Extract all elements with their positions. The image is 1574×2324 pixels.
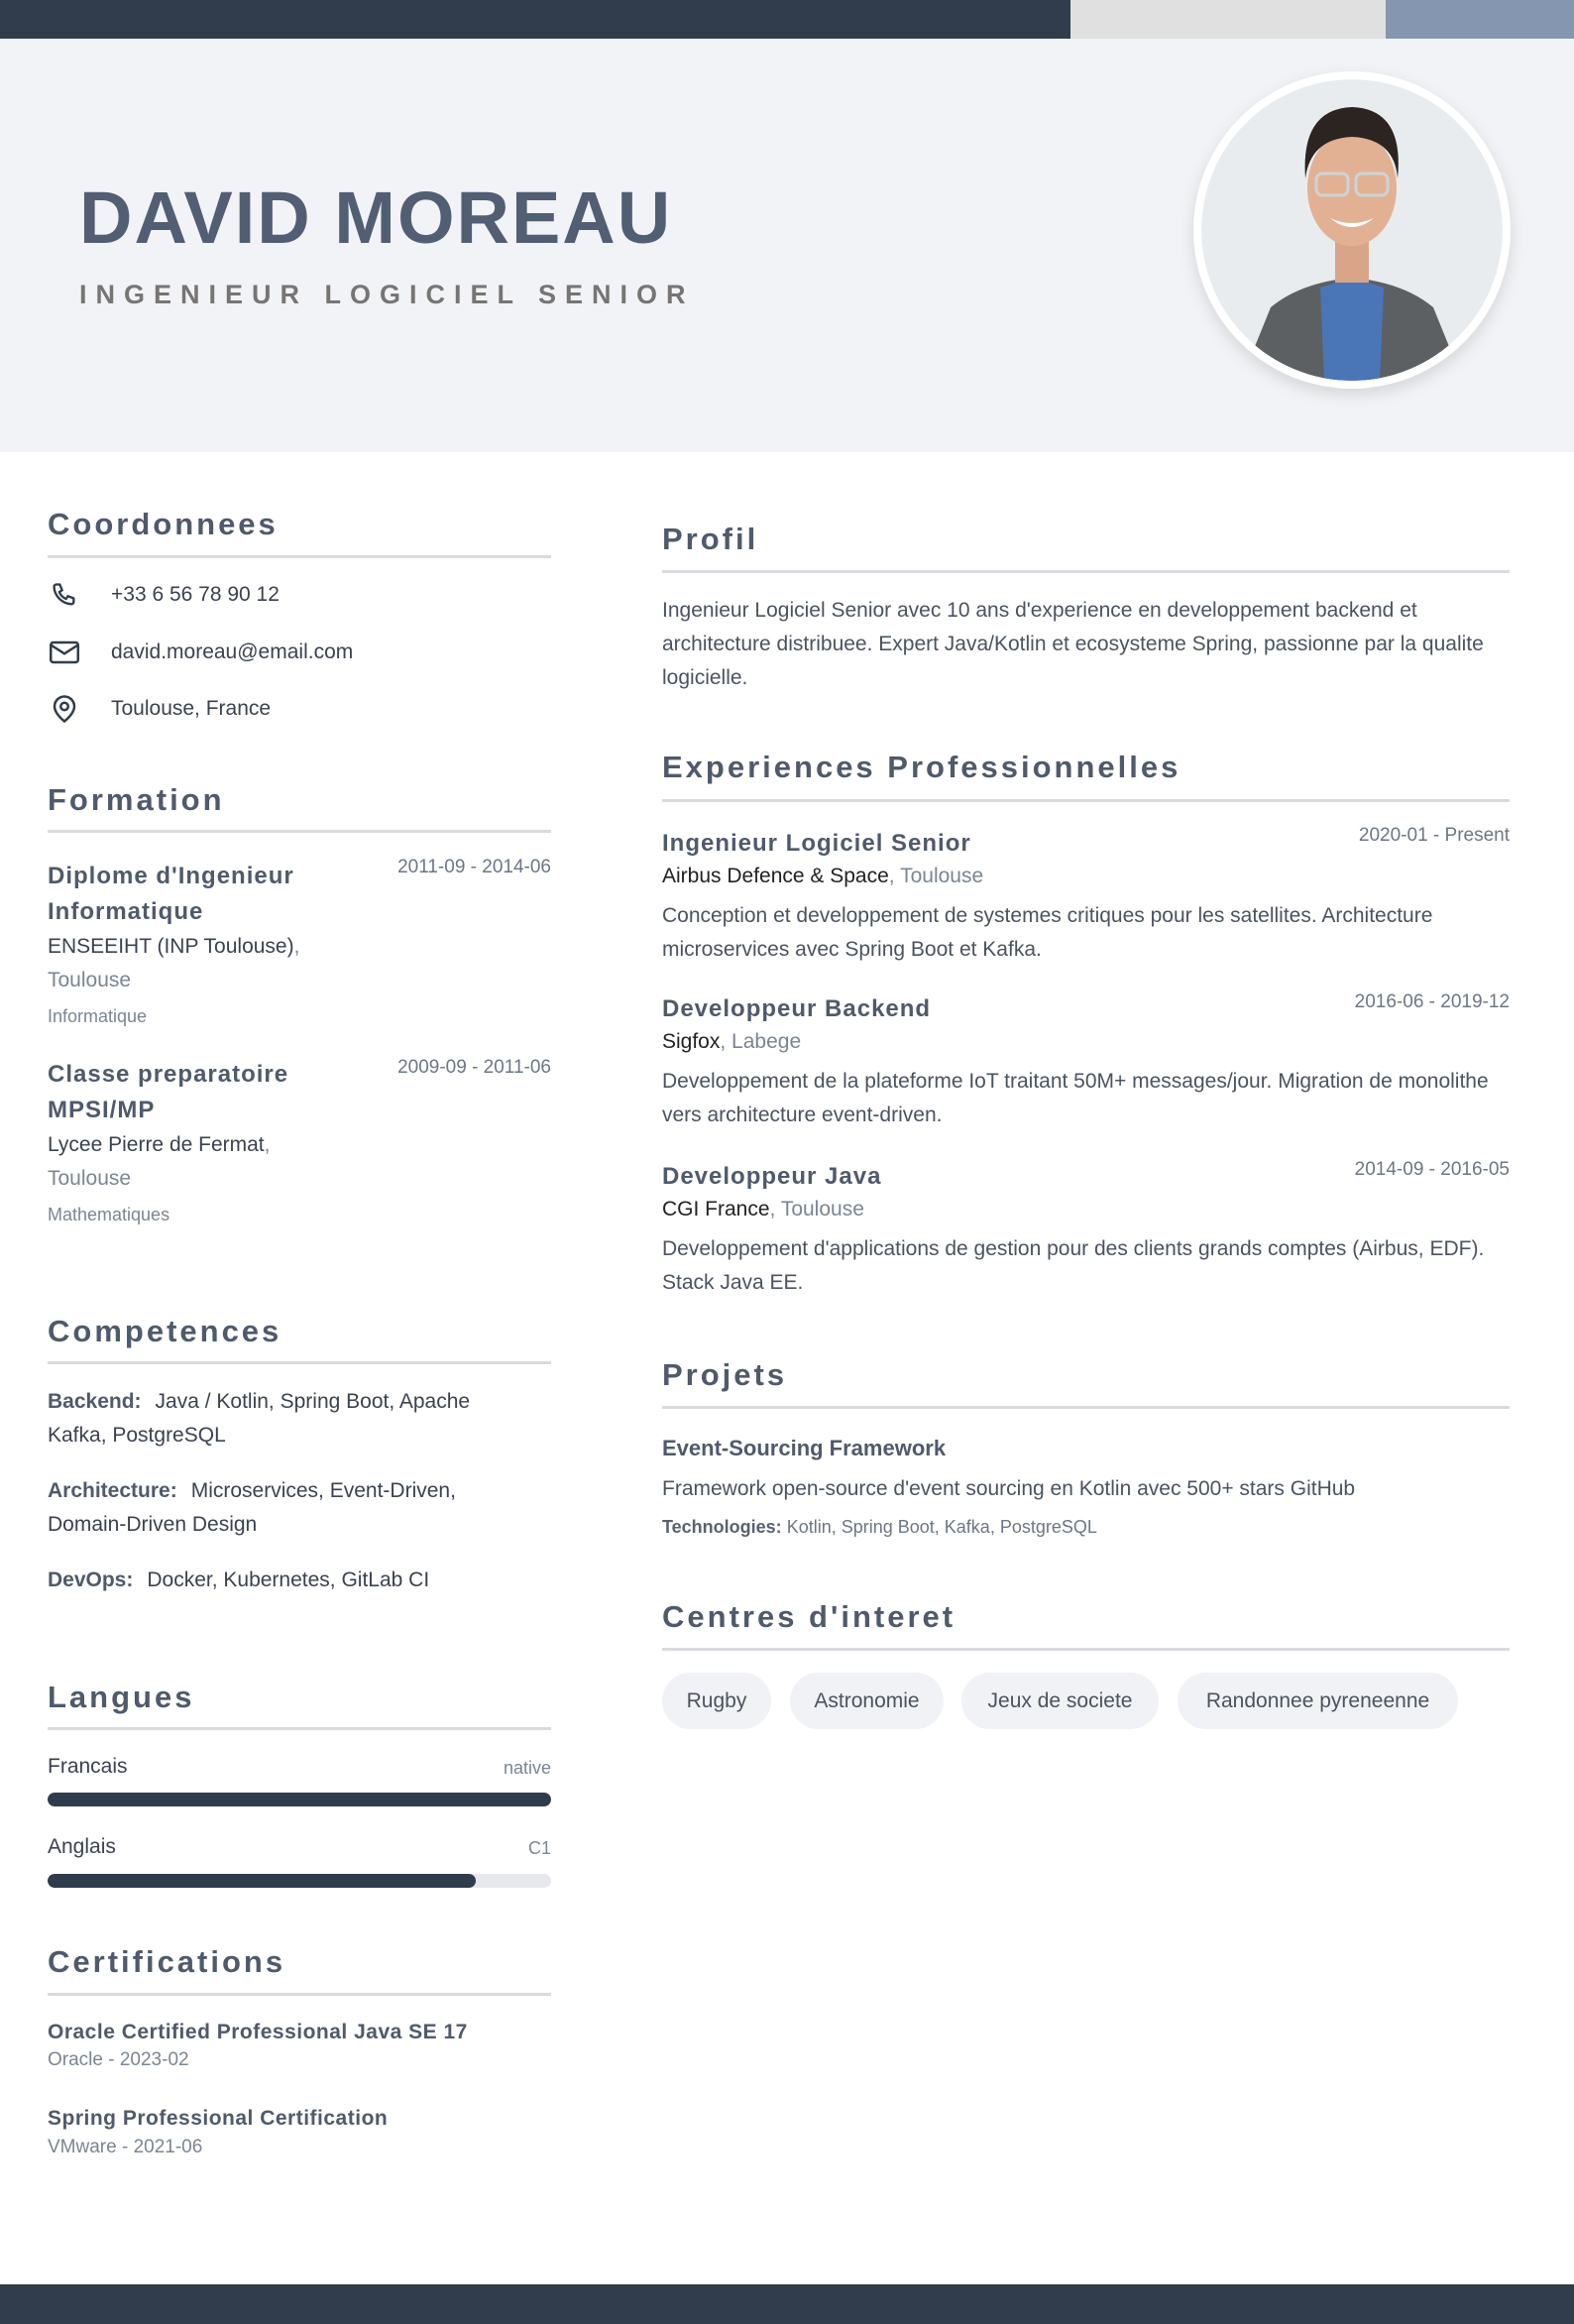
experience-location: Toulouse (900, 865, 984, 887)
experience-item: 2020-01 - Present Ingenieur Logiciel Senior Airbus Defence & Space, Toulouse Conception et developpement de systemes critiques pour les satellites. Architecture microservices avec Spring Boot et Kafka. (662, 826, 1510, 967)
skill-value: Microservices, Event-Driven, Domain-Driven Design (48, 1479, 456, 1536)
interests-heading: Centres d'interet (662, 1599, 956, 1634)
candidate-name: DAVID MOREAU (79, 176, 673, 259)
experience-company: CGI France (662, 1198, 770, 1220)
project-tech (662, 1517, 1510, 1538)
education-dates: 2011-09 - 2014-06 (397, 857, 551, 877)
divider (48, 555, 551, 558)
education-institution: ENSEEIHT (INP Toulouse) (48, 935, 294, 958)
divider (48, 830, 551, 833)
experience-dates: 2020-01 - Present (1358, 825, 1510, 846)
profile-photo (1193, 71, 1511, 389)
education-title: Classe preparatoire MPSI/MP (48, 1061, 289, 1123)
certifications-heading: Certifications (48, 1944, 286, 1979)
location-pin-icon (50, 694, 79, 724)
certification-meta: VMware - 2021-06 (48, 2137, 203, 2157)
skill-value: Docker, Kubernetes, GitLab CI (147, 1569, 430, 1591)
top-bar-dark (0, 0, 1070, 39)
divider (48, 1727, 551, 1730)
languages-heading: Langues (48, 1680, 195, 1714)
skills-heading: Competences (48, 1314, 282, 1348)
phone-icon (50, 581, 79, 609)
experience-dates: 2014-09 - 2016-05 (1354, 1159, 1510, 1180)
experience-description: Developpement de la plateforme IoT traitant 50M+ messages/jour. Migration de monolithe vers architecture event-driven. (662, 1070, 1489, 1126)
project-title: Event-Sourcing Framework (662, 1436, 947, 1460)
project-tech-label: Technologies: (662, 1517, 782, 1537)
projects-heading: Projets (662, 1357, 788, 1392)
experience-heading: Experiences Professionnelles (662, 750, 1181, 784)
language-level: native (503, 1758, 551, 1778)
skill-row (48, 1474, 513, 1542)
education-item: 2009-09 - 2011-06 Classe preparatoire MPSI/MP Lycee Pierre de Fermat, Toulouse Mathematiques (48, 1057, 551, 1233)
interest-chip: Randonnee pyreneenne (1178, 1673, 1458, 1729)
divider (662, 1406, 1510, 1409)
skill-label: Backend: (48, 1390, 142, 1413)
skill-row (48, 1564, 513, 1597)
experience-location: Labege (731, 1030, 802, 1053)
experience-title: Developpeur Java (662, 1163, 882, 1190)
phone-text: +33 6 56 78 90 12 (111, 583, 280, 606)
skill-label: Architecture: (48, 1479, 177, 1502)
top-bar-accent (1386, 0, 1574, 39)
project-description: Framework open-source d'event sourcing en Kotlin avec 500+ stars GitHub (662, 1477, 1356, 1500)
education-field: Mathematiques (48, 1205, 170, 1224)
location-text: Toulouse, France (111, 697, 272, 720)
language-bar (48, 1874, 551, 1888)
skill-value: Java / Kotlin, Spring Boot, Apache Kafka, PostgreSQL (48, 1390, 471, 1447)
experience-location: Toulouse (780, 1198, 864, 1220)
education-item: 2011-09 - 2014-06 Diplome d'Ingenieur Informatique ENSEEIHT (INP Toulouse), Toulouse Informatique (48, 859, 551, 1035)
experience-company: Sigfox (662, 1030, 721, 1053)
certification-title: Oracle Certified Professional Java SE 17 (48, 2021, 468, 2043)
experience-item: 2016-06 - 2019-12 Developpeur Backend Sigfox, Labege Developpement de la plateforme IoT traitant 50M+ messages/jour. Migration de monolithe vers architecture event-driven. (662, 991, 1510, 1132)
divider (662, 570, 1510, 573)
interest-chip: Jeux de societe (961, 1673, 1159, 1729)
experience-title: Ingenieur Logiciel Senior (662, 830, 971, 857)
language-level: C1 (527, 1838, 551, 1858)
experience-description: Developpement d'applications de gestion pour des clients grands comptes (Airbus, EDF). Stack Java EE. (662, 1237, 1485, 1294)
divider (48, 1361, 551, 1364)
education-institution: Lycee Pierre de Fermat (48, 1133, 265, 1156)
experience-company: Airbus Defence & Space (662, 865, 889, 887)
language-bar-fill (48, 1793, 551, 1806)
footer-bar (0, 2284, 1574, 2324)
experience-dates: 2016-06 - 2019-12 (1354, 991, 1510, 1012)
email-text: david.moreau@email.com (111, 640, 354, 663)
education-dates: 2009-09 - 2011-06 (397, 1057, 551, 1078)
skill-row (48, 1385, 513, 1452)
language-bar-fill (48, 1874, 476, 1888)
interest-chip: Astronomie (790, 1673, 944, 1729)
top-bar-light (1070, 0, 1386, 39)
education-field: Informatique (48, 1006, 148, 1026)
contact-heading: Coordonnees (48, 507, 279, 541)
experience-description: Conception et developpement de systemes critiques pour les satellites. Architecture microservices avec Spring Boot et Kafka. (662, 904, 1433, 961)
divider (662, 1648, 1510, 1651)
profile-heading: Profil (662, 522, 759, 556)
certification-title: Spring Professional Certification (48, 2107, 389, 2130)
skill-label: DevOps: (48, 1569, 134, 1591)
language-name: Francais (48, 1755, 128, 1778)
candidate-title: INGENIEUR LOGICIEL SENIOR (79, 280, 695, 309)
language-name: Anglais (48, 1835, 116, 1858)
experience-title: Developpeur Backend (662, 995, 932, 1022)
experience-item: 2014-09 - 2016-05 Developpeur Java CGI France, Toulouse Developpement d'applications de gestion pour des clients grands comptes (Airbus, EDF). Stack Java EE. (662, 1159, 1510, 1300)
education-location: Toulouse (48, 1167, 132, 1190)
language-bar (48, 1793, 551, 1806)
profile-text: Ingenieur Logiciel Senior avec 10 ans d'experience en developpement backend et architecture distribuee. Expert Java/Kotlin et ecosysteme Spring, passionne par la qualite logicielle. (662, 599, 1484, 689)
divider (48, 1993, 551, 1996)
project-tech-list: Kotlin, Spring Boot, Kafka, PostgreSQL (786, 1517, 1097, 1537)
education-heading: Formation (48, 782, 225, 817)
interest-chip: Rugby (662, 1673, 771, 1729)
education-title: Diplome d'Ingenieur Informatique (48, 863, 294, 925)
certification-meta: Oracle - 2023-02 (48, 2049, 189, 2070)
divider (662, 799, 1510, 802)
education-location: Toulouse (48, 969, 132, 991)
email-icon (50, 640, 79, 664)
